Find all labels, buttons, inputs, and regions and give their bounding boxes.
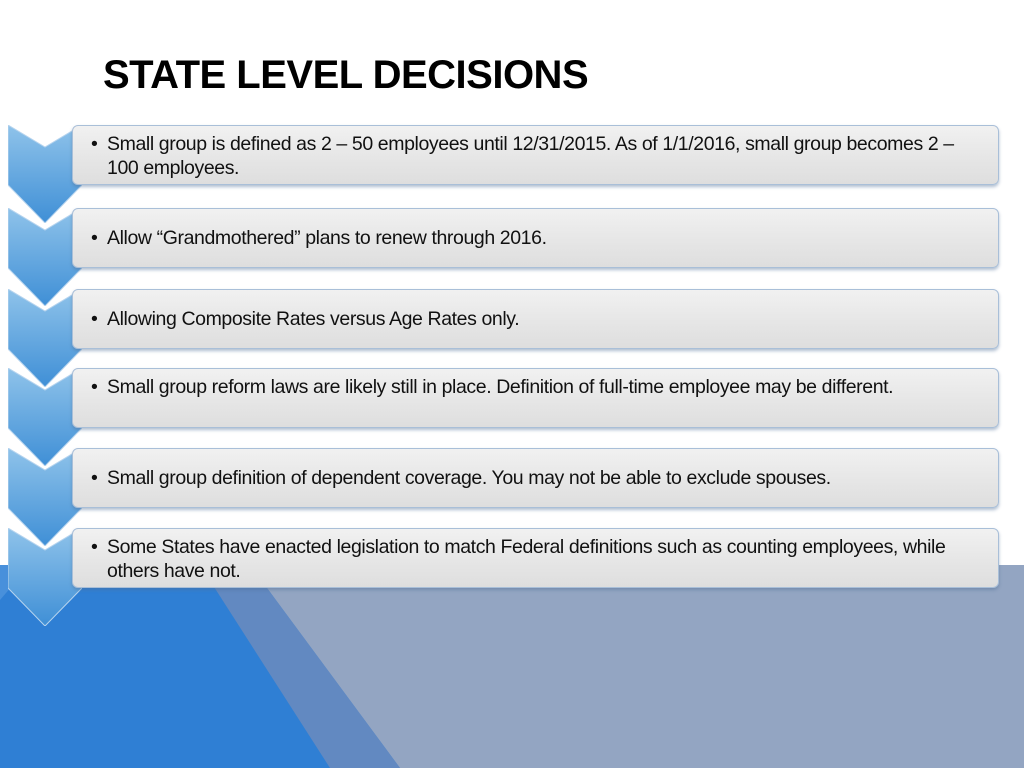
item-text: Small group reform laws are likely still in place. Definition of full-time employee may be different. [107,376,894,398]
item-text-box [72,125,999,185]
chevron-arrow-icon [8,528,82,626]
item-text: Allowing Composite Rates versus Age Rates only. [107,308,520,330]
bullet-icon: • [91,376,98,398]
item-text: Allow “Grandmothered” plans to renew through 2016. [107,227,547,249]
item-text: Some States have enacted legislation to match Federal definitions such as counting employees, while others have not. [107,536,946,582]
bullet-icon: • [91,133,98,155]
item-text-box [72,289,999,349]
item-text-box [72,448,999,508]
item-text-box [72,528,999,588]
item-text-box [72,208,999,268]
bullet-icon: • [91,536,98,558]
bullet-icon: • [91,308,98,330]
item-text: Small group is defined as 2 – 50 employees until 12/31/2015. As of 1/1/2016, small group becomes 2 – 100 employees. [107,133,954,179]
item-text-box [72,368,999,428]
item-text: Small group definition of dependent coverage. You may not be able to exclude spouses. [107,467,831,489]
slide-title: STATE LEVEL DECISIONS [103,53,589,97]
bullet-icon: • [91,227,98,249]
bullet-icon: • [91,467,98,489]
